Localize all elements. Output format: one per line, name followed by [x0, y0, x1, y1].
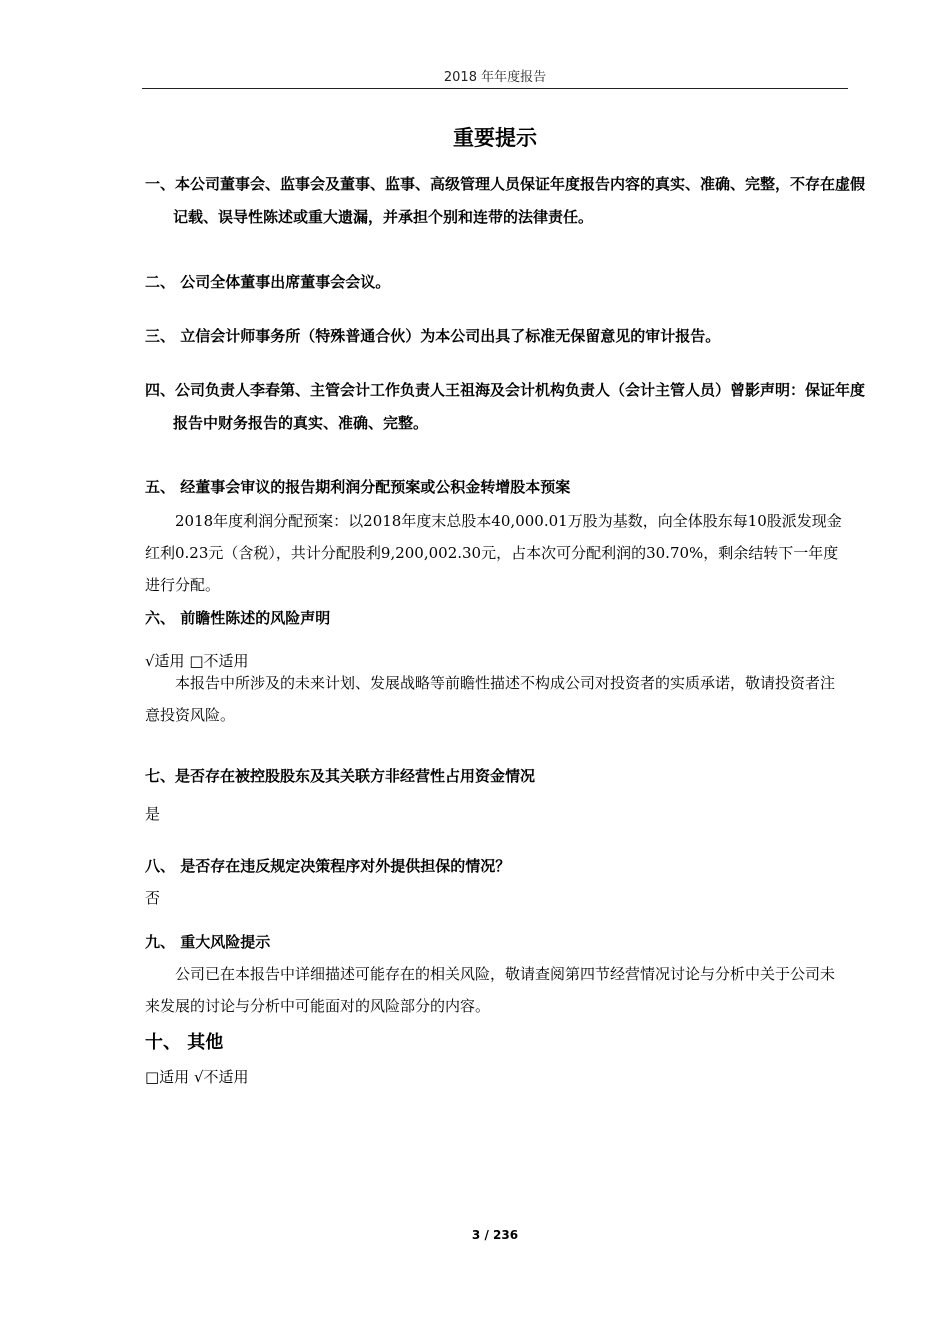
section-8-heading: 八、 是否存在违反规定决策程序对外提供担保的情况？: [145, 857, 511, 875]
section-6-body: 本报告中所涉及的未来计划、发展战略等前瞻性描述不构成公司对投资者的实质承诺，敬请投资者注意投资风险。: [145, 674, 836, 724]
section-8-answer: 否: [145, 889, 161, 907]
section-2: 二、 公司全体董事出席董事会会议。: [145, 273, 391, 291]
section-7-answer: 是: [145, 805, 161, 823]
header-rule: [142, 88, 848, 89]
section-4: 四、公司负责人李春第、主管会计工作负责人王祖海及会计机构负责人（会计主管人员）曾影声明：保证年度报告中财务报告的真实、准确、完整。: [145, 381, 866, 432]
section-7-heading: 七、是否存在被控股股东及其关联方非经营性占用资金情况: [145, 767, 536, 785]
section-5-heading: 五、 经董事会审议的报告期利润分配预案或公积金转增股本预案: [145, 478, 571, 496]
section-9-heading: 九、 重大风险提示: [145, 933, 271, 951]
section-9-body: 公司已在本报告中详细描述可能存在的相关风险，敬请查阅第四节经营情况讨论与分析中关于公司未来发展的讨论与分析中可能面对的风险部分的内容。: [145, 965, 836, 1015]
section-5-body: 2018年度利润分配预案：以2018年度末总股本40,000.01万股为基数，向全体股东每10股派发现金红利0.23元（含税），共计分配股利9,200,002.30元，占本次可分配利润的30.70%，剩余结转下一年度进行分配。: [145, 512, 842, 594]
section-1: 一、本公司董事会、监事会及董事、监事、高级管理人员保证年度报告内容的真实、准确、完整，不存在虚假记载、误导性陈述或重大遗漏，并承担个别和连带的法律责任。: [145, 175, 866, 226]
section-10-applicability: □适用 √不适用: [145, 1068, 249, 1086]
section-10-heading: 十、 其他: [145, 1032, 224, 1053]
page-title: 重要提示: [453, 126, 537, 150]
page-number: 3 / 236: [471, 1228, 519, 1242]
section-6-applicability: √适用 □不适用: [145, 652, 249, 670]
section-6-heading: 六、 前瞻性陈述的风险声明: [145, 609, 331, 627]
section-3: 三、 立信会计师事务所（特殊普通合伙）为本公司出具了标准无保留意见的审计报告。: [145, 327, 721, 345]
running-header: 2018 年年度报告: [443, 70, 547, 85]
